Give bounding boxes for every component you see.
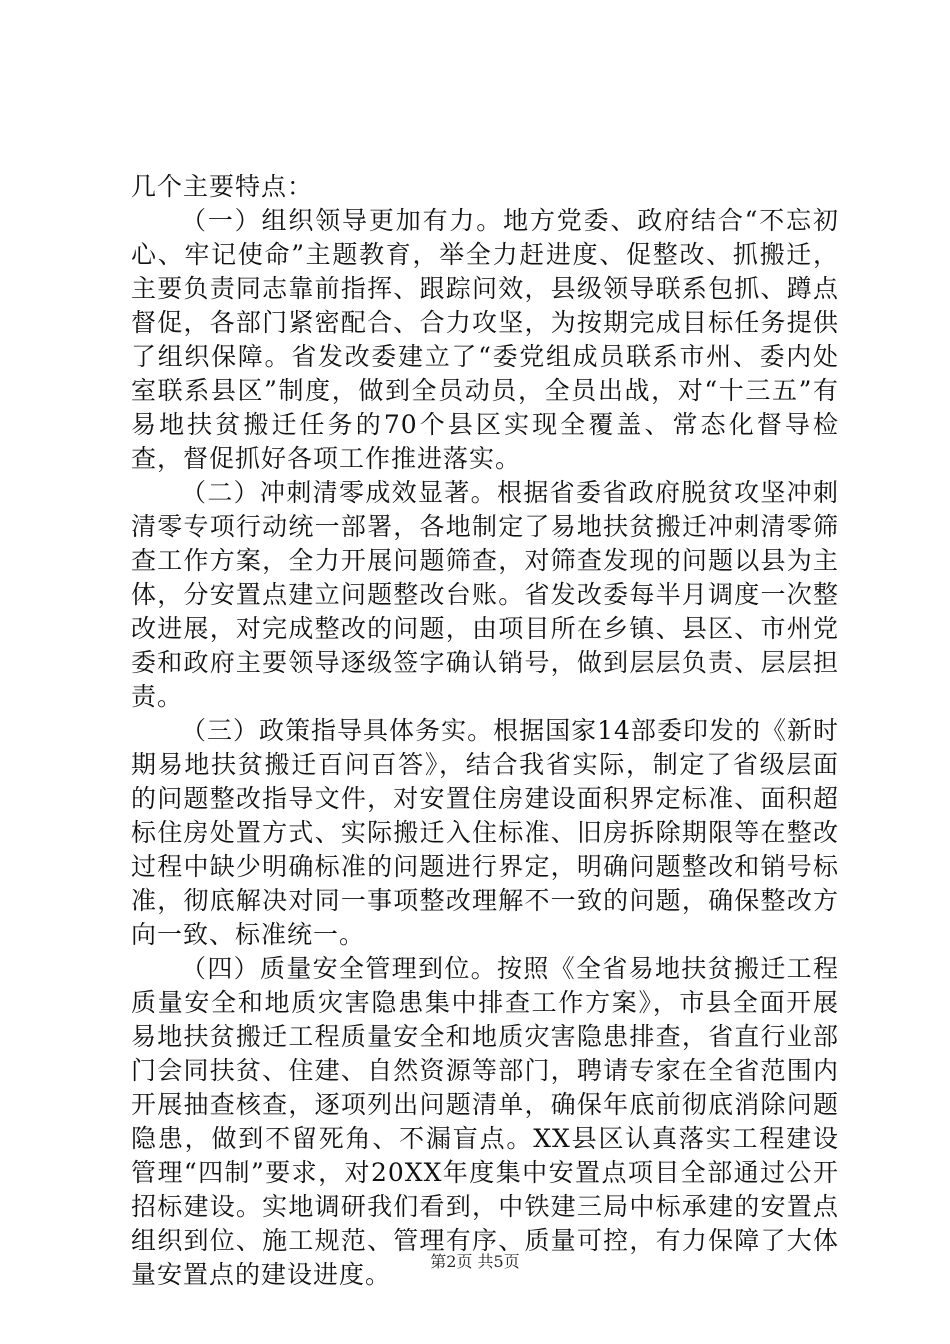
page-number-footer: 第2页 共5页 xyxy=(430,1252,520,1271)
paragraph-clearance: （二）冲刺清零成效显著。根据省委省政府脱贫攻坚冲刺清零专项行动统一部署，各地制定了易地扶贫搬迁冲刺清零筛查工作方案，全力开展问题筛查，对筛查发现的问题以县为主体，分安置点建立问题整改台账。省发改委每半月调度一次整改进展，对完成整改的问题，由项目所在乡镇、县区、市州党委和政府主要领导逐级签字确认销号，做到层层负责、层层担责。 xyxy=(131,478,839,711)
paragraph-quality-safety: （四）质量安全管理到位。按照《全省易地扶贫搬迁工程质量安全和地质灾害隐患集中排查工作方案》，市县全面开展易地扶贫搬迁工程质量安全和地质灾害隐患排查，省直行业部门会同扶贫、住建、自然资源等部门，聘请专家在全省范围内开展抽查核查，逐项列出问题清单，确保年底前彻底消除问题隐患，做到不留死角、不漏盲点。XX县区认真落实工程建设管理“四制”要求，对20XX年度集中安置点项目全部通过公开招标建设。实地调研我们看到，中铁建三局中标承建的安置点组织到位、施工规范、管理有序、质量可控，有力保障了大体量安置点的建设进度。 xyxy=(131,954,839,1289)
paragraph-policy: （三）政策指导具体务实。根据国家14部委印发的《新时期易地扶贫搬迁百问百答》，结合我省实际，制定了省级层面的问题整改指导文件，对安置住房建设面积界定标准、面积超标住房处置方式、实际搬迁入住标准、旧房拆除期限等在整改过程中缺少明确标准的问题进行界定，明确问题整改和销号标准，彻底解决对同一事项整改理解不一致的问题，确保整改方向一致、标准统一。 xyxy=(131,716,839,949)
paragraph-organization: （一）组织领导更加有力。地方党委、政府结合“不忘初心、牢记使命”主题教育，举全力赶进度、促整改、抓搬迁，主要负责同志靠前指挥、跟踪问效，县级领导联系包抓、蹲点督促，各部门紧密配合、合力攻坚，为按期完成目标任务提供了组织保障。省发改委建立了“委党组成员联系市州、委内处室联系县区”制度，做到全员动员，全员出战，对“十三五”有易地扶贫搬迁任务的70个县区实现全覆盖、常态化督导检查，督促抓好各项工作推进落实。 xyxy=(131,206,839,473)
document-body xyxy=(131,170,839,1292)
intro-line: 几个主要特点： xyxy=(131,172,314,201)
